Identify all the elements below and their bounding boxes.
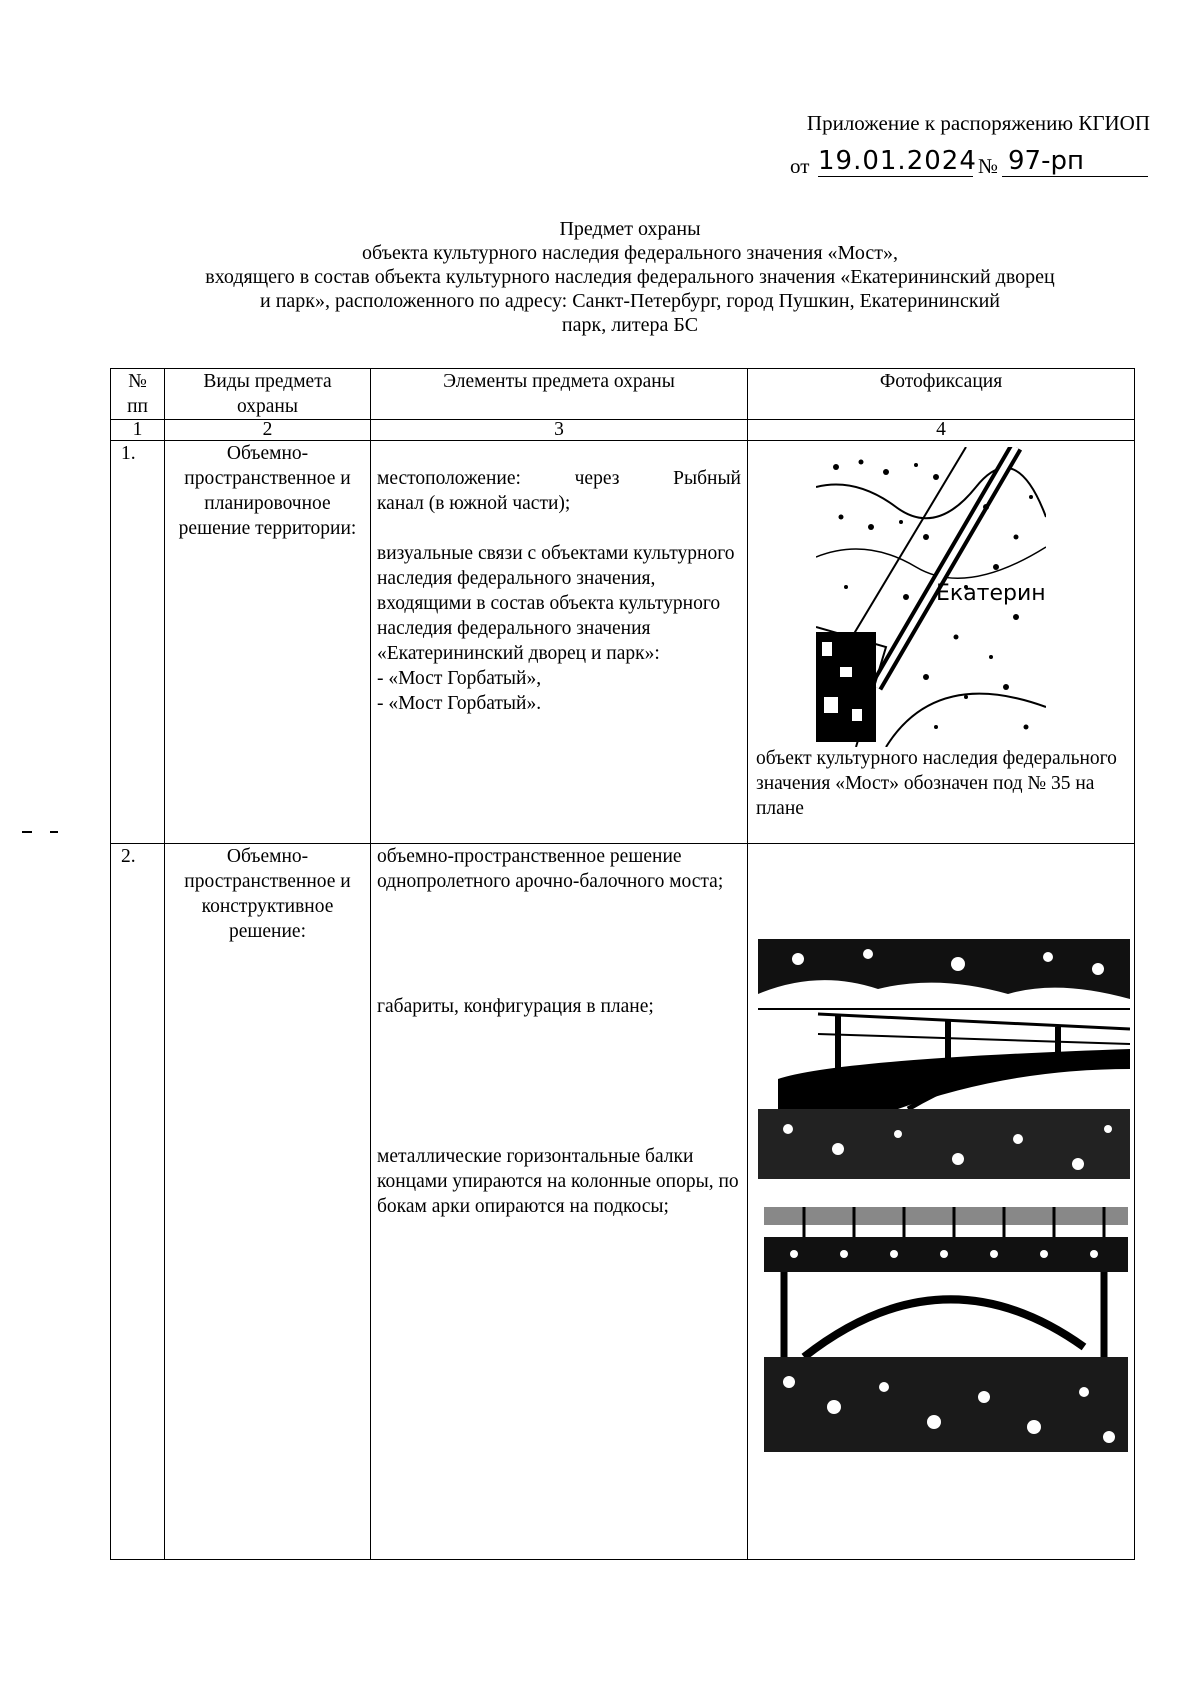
element-text: канал (в южной части);	[377, 493, 571, 514]
decree-number: 97-рп	[1002, 146, 1148, 177]
row-number: 1.	[111, 441, 165, 844]
row-kind: Объемно-пространственное и конструктивное решение:	[165, 844, 371, 1560]
element-text: объемно-пространственное решение однопролетного арочно-балочного моста;	[377, 846, 724, 892]
header-photo: Фотофиксация	[748, 369, 1135, 420]
site-plan-map	[816, 447, 1046, 747]
row-photo	[748, 844, 1135, 1560]
decree-reference	[790, 146, 1150, 182]
header-elements: Элементы предмета охраны	[371, 369, 748, 420]
heading-line-2: объекта культурного наследия федерального значения «Мост»,	[362, 242, 898, 264]
protection-subject-table	[110, 368, 1135, 1560]
column-number: 4	[748, 420, 1135, 441]
row-elements	[371, 844, 748, 1560]
row-kind: Объемно-пространственное и планировочное решение территории:	[165, 441, 371, 844]
heading-line-5: парк, литера БС	[561, 314, 699, 336]
header-number: № пп	[111, 369, 165, 420]
element-text: визуальные связи с объектами культурного наследия федерального значения, входящими в состав объекта культурного наследия федерального значения «Екатерининский дворец и парк»:	[377, 543, 735, 664]
row-elements	[371, 441, 748, 844]
element-text: металлические горизонтальные балки концами упираются на колонные опоры, по бокам арки опираются на подкосы;	[377, 1146, 739, 1217]
element-text: - «Мост Горбатый».	[377, 693, 542, 714]
header-kind: Виды предмета охраны	[165, 369, 371, 420]
annex-line: Приложение к распоряжению КГИОП	[806, 111, 1150, 135]
table-row	[111, 844, 1135, 1560]
row-photo	[748, 441, 1135, 844]
column-number: 2	[165, 420, 371, 441]
element-text: габариты, конфигурация в плане;	[377, 996, 654, 1017]
date-prefix: от	[790, 154, 810, 178]
document-heading	[140, 217, 1120, 337]
heading-line-1: Предмет охраны	[559, 218, 701, 240]
heading-line-4: и парк», расположенного по адресу: Санкт-Петербург, город Пушкин, Екатерининский	[259, 290, 1001, 312]
decree-date: 19.01.2024	[818, 146, 977, 176]
column-number: 1	[111, 420, 165, 441]
row-number: 2.	[111, 844, 165, 1560]
table-header-row	[111, 369, 1135, 420]
column-number-row	[111, 420, 1135, 441]
number-prefix: №	[978, 154, 999, 178]
element-text: местоположение: через Рыбный	[377, 468, 741, 489]
photo-caption: объект культурного наследия федерального значения «Мост» обозначен под № 35 на плане	[756, 748, 1117, 819]
table-row	[111, 441, 1135, 844]
column-number: 3	[371, 420, 748, 441]
heading-line-3: входящего в состав объекта культурного наследия федерального значения «Екатерининский дворец	[205, 266, 1055, 288]
bridge-photo-side	[758, 939, 1130, 1179]
map-label: Екатерин	[936, 581, 1046, 606]
element-text: - «Мост Горбатый»,	[377, 668, 542, 689]
bridge-photo-arch	[764, 1207, 1128, 1452]
margin-mark	[22, 830, 62, 834]
